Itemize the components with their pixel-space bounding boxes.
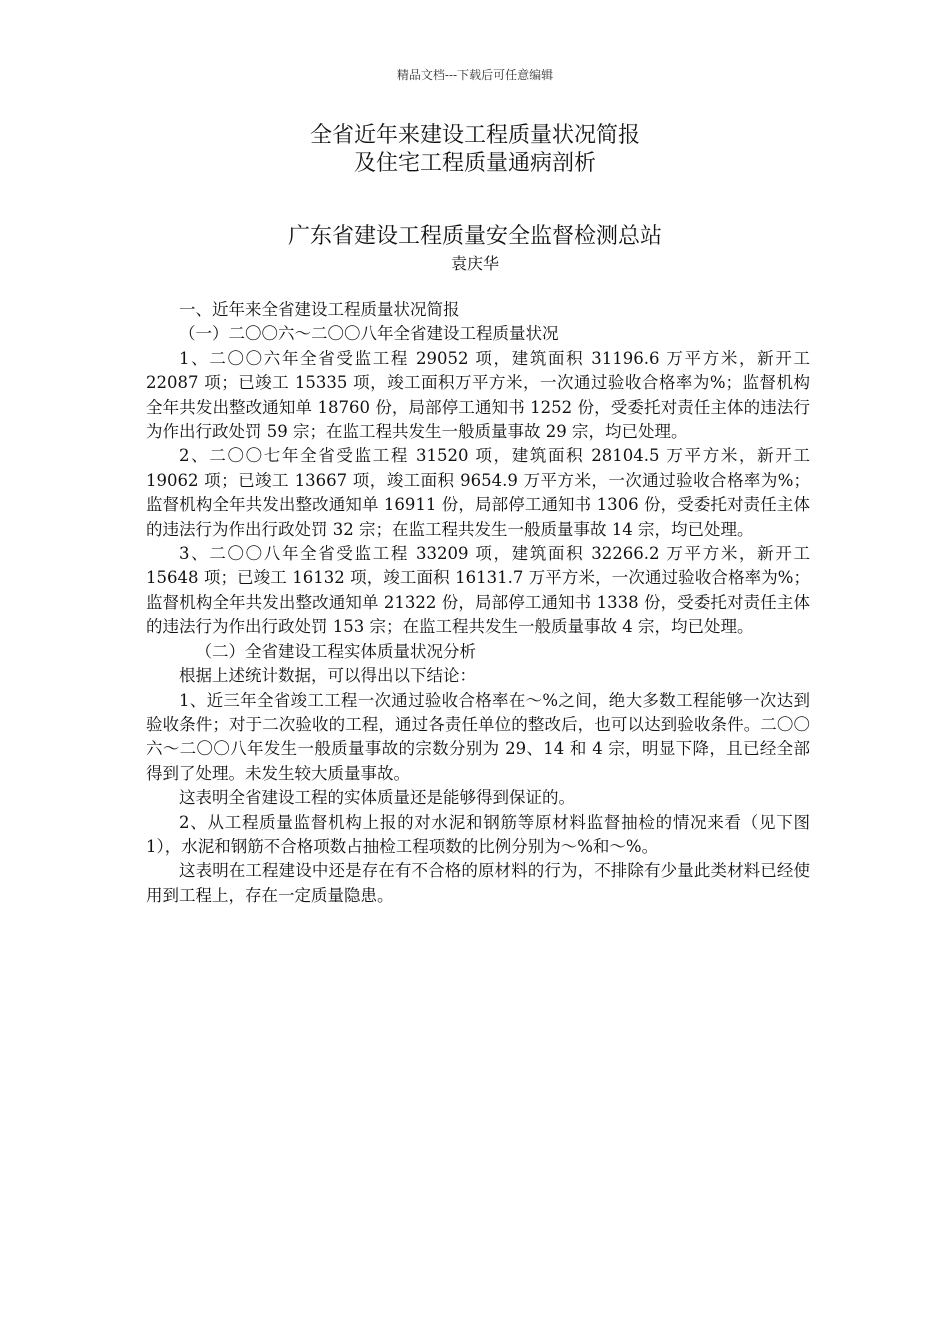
paragraph-2006: 1、二〇〇六年全省受监工程 29052 项，建筑面积 31196.6 万平方米，新开工 22087 项；已竣工 15335 项，竣工面积万平方米，一次通过验收合格率为%；监督机构全年共发出整改通知单 18760 份，局部停工通知书 1252 份，受委托对责任主体的违法行为作出行政处罚 59 宗；在监工程共发生一般质量事故 29 宗，均已处理。 [146, 348, 810, 442]
paragraph-conclusion-2-note: 这表明在工程建设中还是存在有不合格的原材料的行为，不排除有少量此类材料已经使用到工程上，存在一定质量隐患。 [146, 861, 810, 905]
paragraph-2008: 3、二〇〇八年全省受监工程 33209 项，建筑面积 32266.2 万平方米，新开工 15648 项；已竣工 16132 项，竣工面积 16131.7 万平方米，一次通过验收合格率为%；监督机构全年共发出整改通知单 21322 份，局部停工通知书 1338 份，受委托对责任主体的违法行为作出行政处罚 153 宗；在监工程共发生一般质量事故 4 宗，均已处理。 [146, 544, 810, 637]
paragraph-conclusion-1: 1、近三年全省竣工工程一次通过验收合格率在～%之间，绝大多数工程能够一次达到验收条件；对于二次验收的工程，通过各责任单位的整改后，也可以达到验收条件。二〇〇六～二〇〇八年发生一般质量事故的宗数分别为 29、14 和 4 宗，明显下降，且已经全部得到了处理。未发生较大质量事故。 [146, 690, 810, 783]
subsection-heading-1: （一）二〇〇六～二〇〇八年全省建设工程质量状况 [179, 324, 559, 344]
section-heading-1: 一、近年来全省建设工程质量状况简报 [179, 300, 460, 319]
document-title [0, 122, 950, 178]
title-line-2: 及住宅工程质量通病剖析 [353, 151, 596, 176]
title-line-1: 全省近年来建设工程质量状况简报 [309, 123, 640, 148]
document-body [146, 298, 810, 908]
subsection-heading-2: （二）全省建设工程实体质量状况分析 [195, 641, 476, 661]
paragraph-2007: 2、二〇〇七年全省受监工程 31520 项，建筑面积 28104.5 万平方米，新开工 19062 项；已竣工 13667 项，竣工面积 9654.9 万平方米，一次通过验收合格率为%；监督机构全年共发出整改通知单 16911 份，局部停工通知书 1306 份，受委托对责任主体的违法行为作出行政处罚 32 宗；在监工程共发生一般质量事故 14 宗，均已处理。 [146, 446, 810, 539]
organization-name: 广东省建设工程质量安全监督检测总站 [287, 224, 662, 249]
paragraph-conclusion-1-note: 这表明全省建设工程的实体质量还是能够得到保证的。 [179, 788, 575, 808]
author-name: 袁庆华 [450, 254, 499, 273]
paragraph-conclusion-2: 2、从工程质量监督机构上报的对水泥和钢筋等原材料监督抽检的情况来看（见下图 1），水泥和钢筋不合格项数占抽检工程项数的比例分别为～%和～%。 [146, 812, 810, 856]
paragraph-conclusion-intro: 根据上述统计数据，可以得出以下结论： [179, 666, 476, 686]
header-note: 精品文档---下载后可任意编辑 [396, 68, 554, 82]
